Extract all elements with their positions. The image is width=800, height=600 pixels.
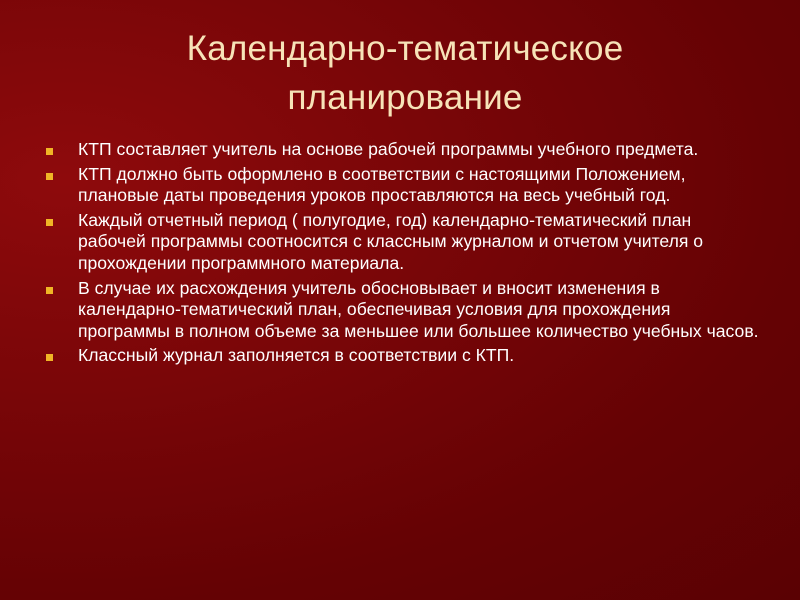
square-bullet-icon: [46, 287, 53, 294]
bullet-text: КТП составляет учитель на основе рабочей программы учебного предмета.: [78, 139, 699, 159]
slide-title: [60, 24, 750, 122]
slide-title-line-1: Календарно-тематическое: [186, 29, 624, 68]
square-bullet-icon: [46, 148, 53, 155]
square-bullet-icon: [46, 219, 53, 226]
bullet-text: Каждый отчетный период ( полугодие, год) календарно-тематический план рабочей программы соотносится с классным журналом и отчетом учителя о прохождении программного материала.: [78, 209, 704, 273]
bullet-text: Классный журнал заполняется в соответствии с КТП.: [78, 345, 515, 366]
bullet-text: КТП должно быть оформлено в соответствии с настоящими Положением, плановые даты проведения уроков проставляются на весь учебный год.: [78, 163, 686, 206]
bullet-item: [46, 278, 761, 343]
bullet-item: [46, 345, 761, 367]
bullet-list: [46, 139, 761, 370]
slide-title-line-2: планирование: [287, 78, 523, 117]
bullet-text: В случае их расхождения учитель обосновывает и вносит изменения в календарно-тематический план, обеспечивая условия для прохождения программы в полном объеме за меньшее или большее количество учебных часов.: [78, 277, 759, 341]
square-bullet-icon: [46, 173, 53, 180]
square-bullet-icon: [46, 354, 53, 361]
bullet-item: [46, 164, 761, 207]
bullet-item: [46, 139, 761, 161]
bullet-item: [46, 210, 761, 275]
